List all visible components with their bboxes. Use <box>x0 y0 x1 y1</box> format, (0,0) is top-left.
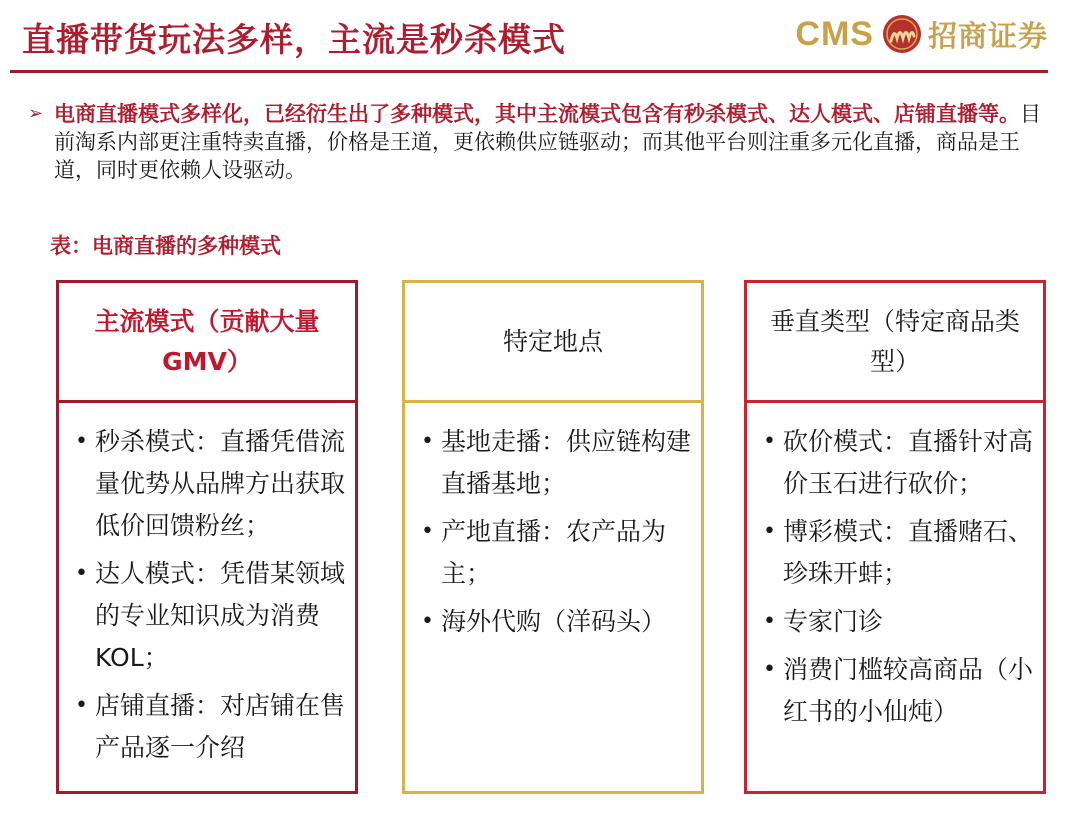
brand-logo <box>795 10 1048 58</box>
column-body <box>405 403 701 643</box>
list-item: • 达人模式：凭借某领域的专业知识成为消费KOL； <box>73 553 349 679</box>
column-vertical-type <box>744 280 1046 794</box>
column-heading: 主流模式（贡献大量GMV） <box>59 283 355 403</box>
list-item: • 消费门槛较高商品（小红书的小仙炖） <box>761 649 1037 733</box>
column-mainstream <box>56 280 358 794</box>
list-item: • 专家门诊 <box>761 601 1037 643</box>
column-heading: 特定地点 <box>405 283 701 403</box>
column-heading: 垂直类型（特定商品类型） <box>747 283 1043 403</box>
list-item: • 砍价模式：直播针对高价玉石进行砍价； <box>761 421 1037 505</box>
intro-body: 目前淘系内部更注重特卖直播，价格是王道，更依赖供应链驱动；而其他平台则注重多元化直播，商品是王道，同时更依赖人设驱动。 <box>54 102 1041 182</box>
triangle-right-icon: ➢ <box>28 103 44 124</box>
list-item: • 产地直播：农产品为主； <box>419 511 695 595</box>
column-body <box>747 403 1043 733</box>
intro-highlight: 电商直播模式多样化，已经衍生出了多种模式，其中主流模式包含有秒杀模式、达人模式、店铺直播等。 <box>54 102 1020 126</box>
logo-chinese: 招商证券 <box>927 18 1048 53</box>
list-item: • 博彩模式：直播赌石、珍珠开蚌； <box>761 511 1037 595</box>
slide-header <box>0 0 1080 80</box>
header-divider <box>10 70 1048 73</box>
table-caption: 表：电商直播的多种模式 <box>50 234 281 258</box>
emblem-icon <box>882 14 922 54</box>
list-item: • 店铺直播：对店铺在售产品逐一介绍 <box>73 685 349 769</box>
list-item: • 海外代购（洋码头） <box>419 601 695 643</box>
intro-text <box>54 100 1058 184</box>
list-item: • 基地走播：供应链构建直播基地； <box>419 421 695 505</box>
column-body <box>59 403 355 769</box>
column-specific-location <box>402 280 704 794</box>
page-title: 直播带货玩法多样，主流是秒杀模式 <box>22 20 566 59</box>
logo-latin: CMS <box>795 14 874 53</box>
intro-paragraph <box>28 100 1058 184</box>
list-item: • 秒杀模式：直播凭借流量优势从品牌方出获取低价回馈粉丝； <box>73 421 349 547</box>
